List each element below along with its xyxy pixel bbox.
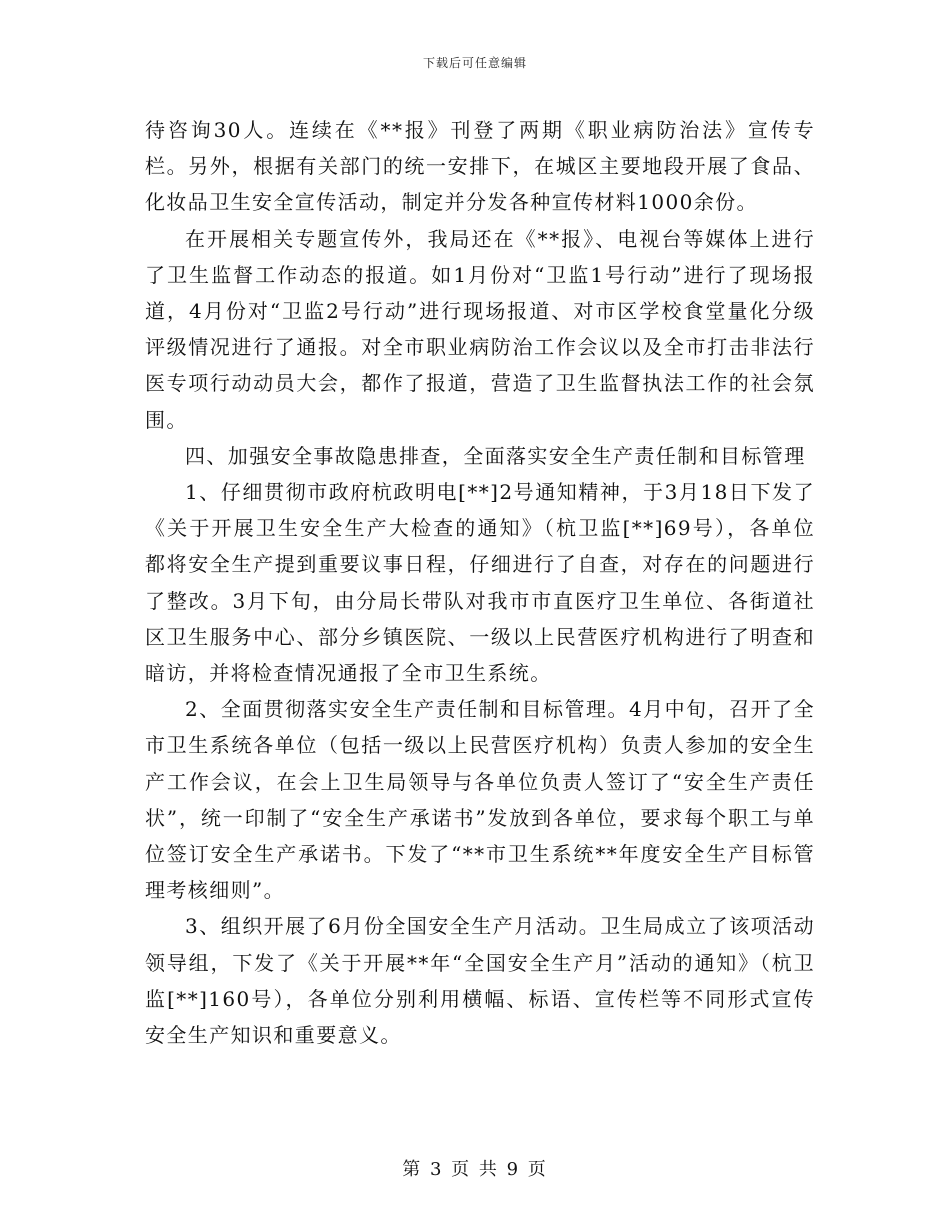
paragraph-continued: 待咨询30人。连续在《**报》刊登了两期《职业病防治法》宣传专栏。另外，根据有关部门的统一安排下，在城区主要地段开展了食品、化妆品卫生安全宣传活动，制定并分发各种宣传材料1000余份。 [145,118,815,215]
paragraph-item-3: 3、组织开展了6月份全国安全生产月活动。卫生局成立了该项活动领导组，下发了《关于开展**年“全国安全生产月”活动的通知》（杭卫监[**]160号），各单位分别利用横幅、标语、宣传栏等不同形式宣传安全生产知识和重要意义。 [145,914,815,1048]
paragraph-item-2: 2、全面贯彻落实安全生产责任制和目标管理。4月中旬，召开了全市卫生系统各单位（包括一级以上民营医疗机构）负责人参加的安全生产工作会议，在会上卫生局领导与各单位负责人签订了“安全生产责任状”，统一印制了“安全生产承诺书”发放到各单位，要求每个职工与单位签订安全生产承诺书。下发了“**市卫生系统**年度安全生产目标管理考核细则”。 [145,697,815,903]
header-note: 下载后可任意编辑 [422,56,527,70]
section-heading: 四、加强安全事故隐患排查，全面落实安全生产责任制和目标管理 [185,443,806,468]
page-number-footer: 第 3 页 共 9 页 [402,1159,548,1180]
paragraph-item-1: 1、仔细贯彻市政府杭政明电[**]2号通知精神，于3月18日下发了《关于开展卫生安全生产大检查的通知》（杭卫监[**]69号），各单位都将安全生产提到重要议事日程，仔细进行了自查，对存在的问题进行了整改。3月下旬，由分局长带队对我市市直医疗卫生单位、各街道社区卫生服务中心、部分乡镇医院、一级以上民营医疗机构进行了明查和暗访，并将检查情况通报了全市卫生系统。 [145,480,815,686]
paragraph-media-reports: 在开展相关专题宣传外，我局还在《**报》、电视台等媒体上进行了卫生监督工作动态的报道。如1月份对“卫监1号行动”进行了现场报道，4月份对“卫监2号行动”进行现场报道、对市区学校食堂量化分级评级情况进行了通报。对全市职业病防治工作会议以及全市打击非法行医专项行动动员大会，都作了报道，营造了卫生监督执法工作的社会氛围。 [145,226,815,432]
document-body [145,112,815,1053]
